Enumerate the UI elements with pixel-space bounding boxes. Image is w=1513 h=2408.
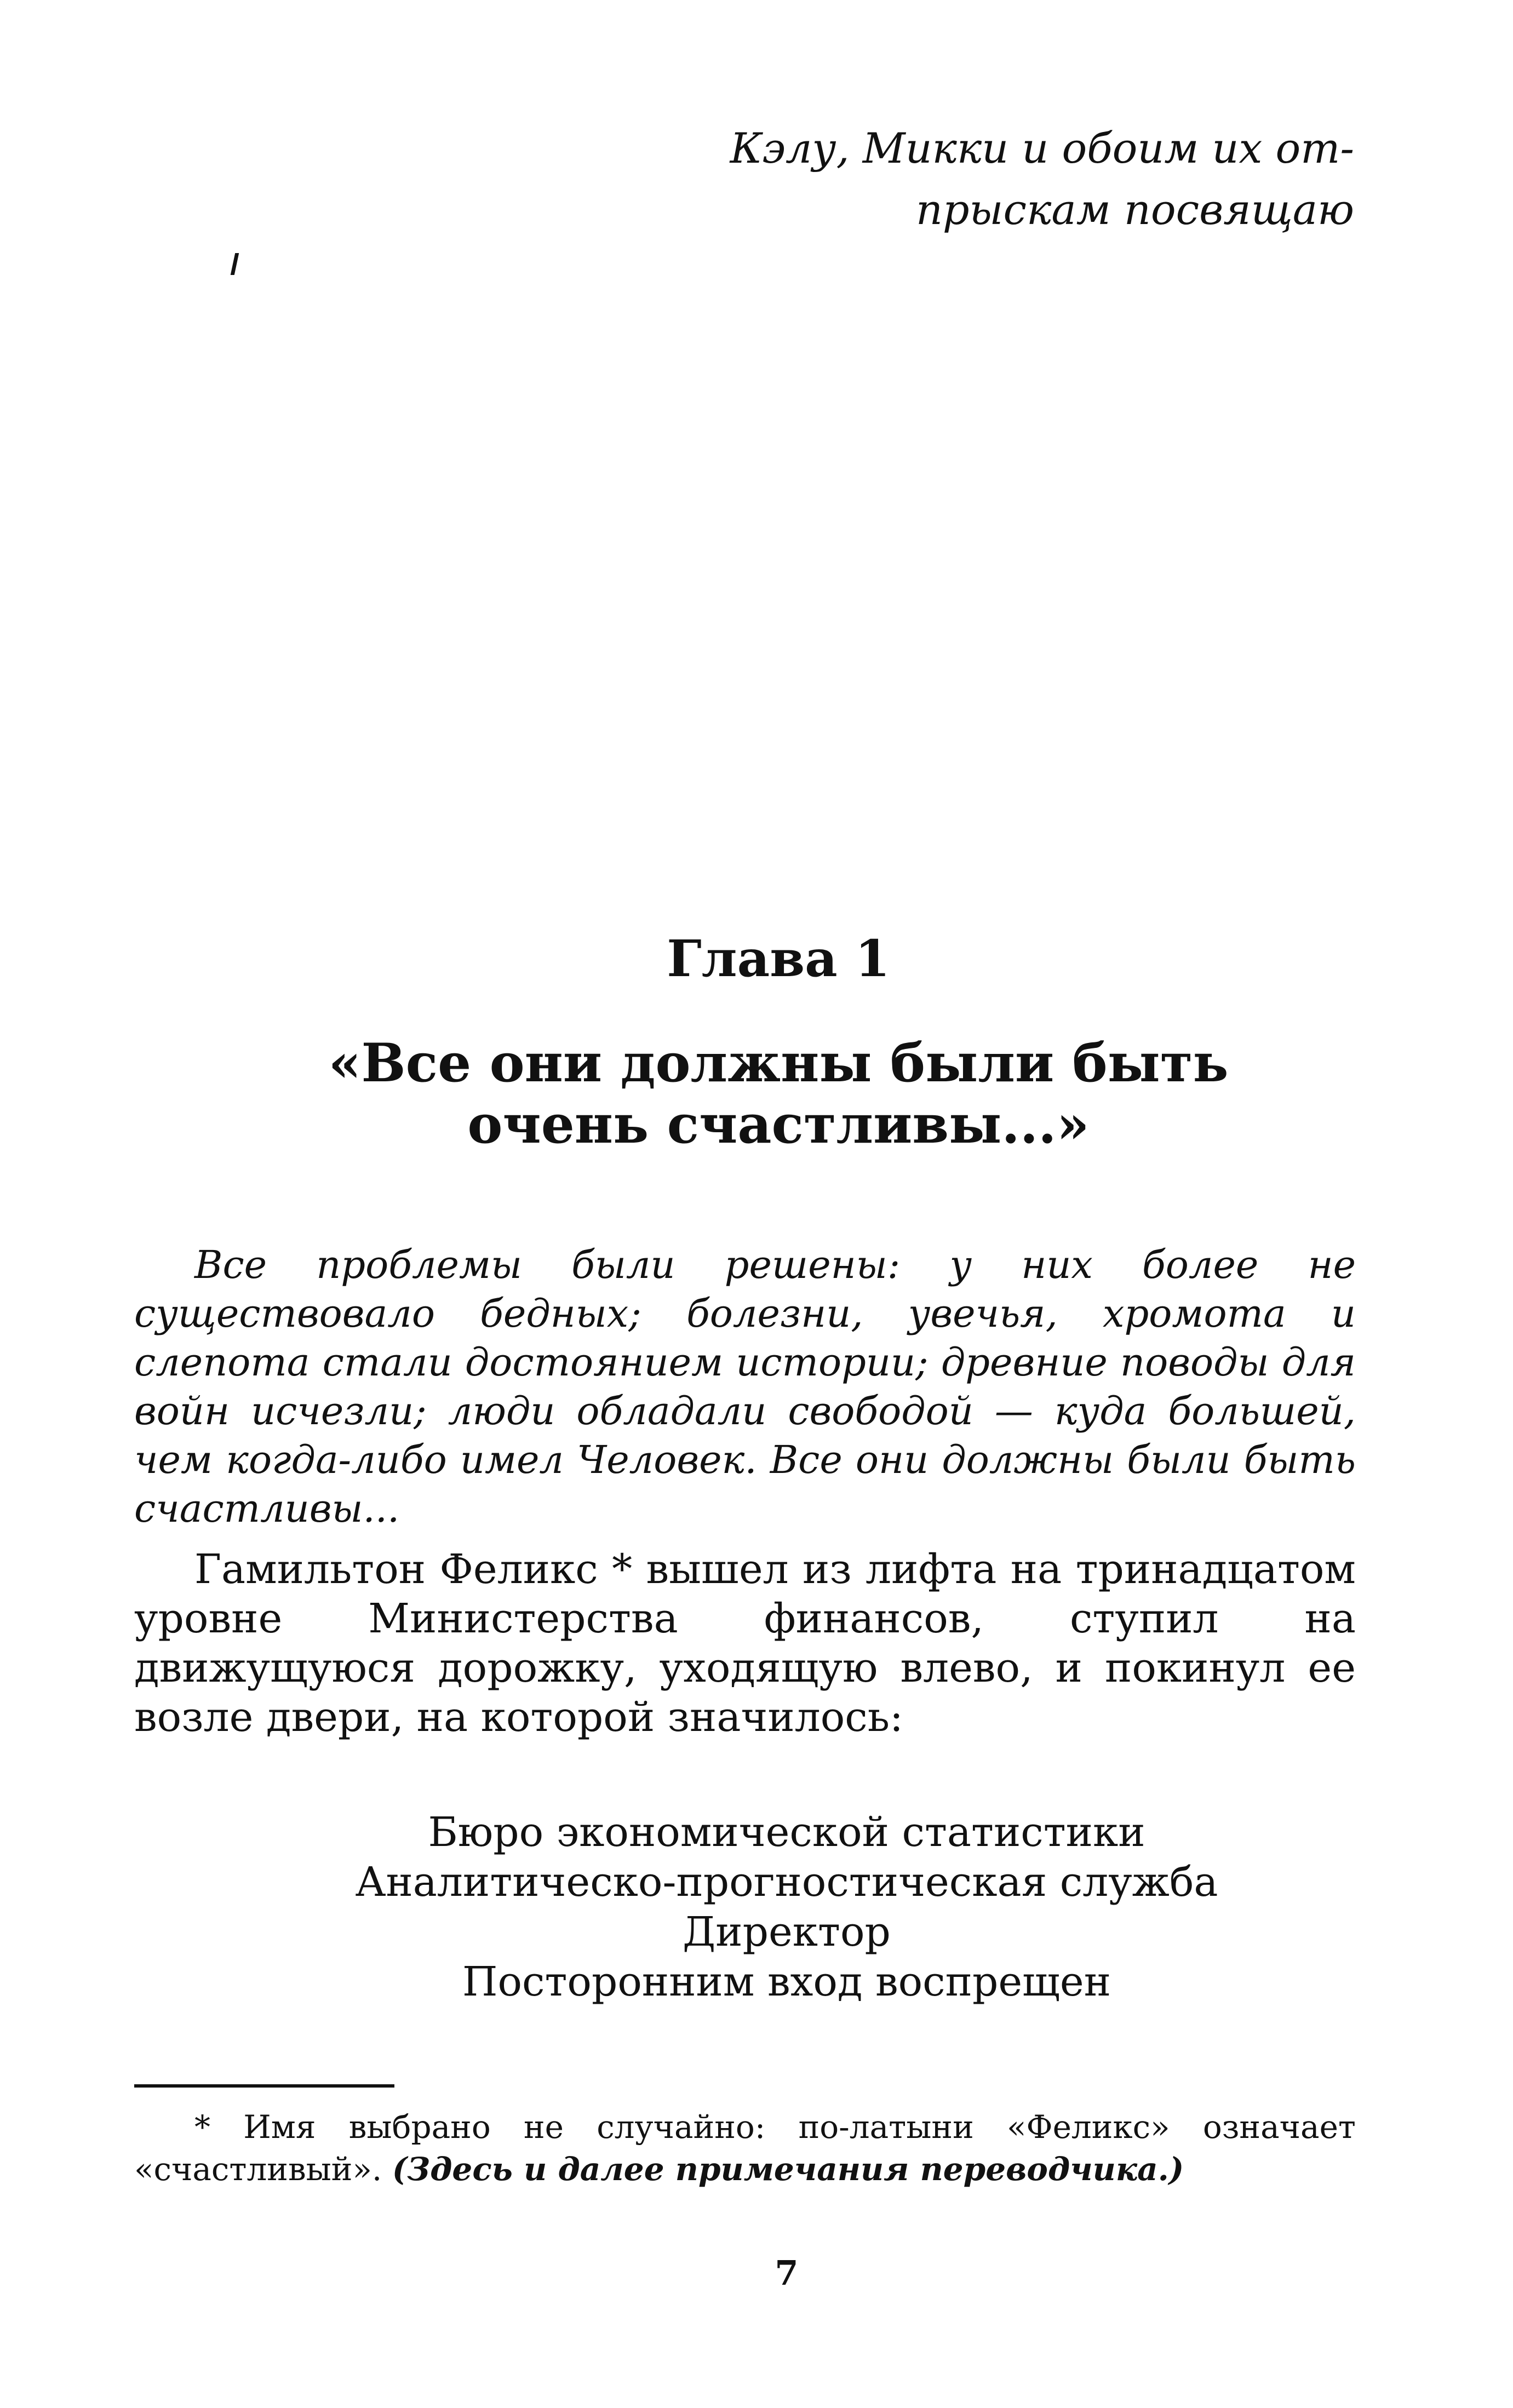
door-sign-line-2: Аналитическо-прогностическая служба: [355, 1859, 1218, 1906]
footnote: [134, 2106, 1356, 2191]
chapter-title-line-2: очень счастливы...»: [467, 1093, 1090, 1155]
epigraph: Все проблемы были решены: у них более не существовало бедных; болезни, увечья, хромота и слепота стали достоянием истории; древние поводы для войн исчезли; люди обладали свободой — куда большей, чем когда-либо имел Человек. Все они должны были быть счастливы...: [134, 1242, 1356, 1531]
body-paragraph: Гамильтон Феликс * вышел из лифта на тринадцатом уровне Министерства финансов, ступил на движущуюся дорожку, уходящую влево, и покинул ее возле двери, на которой значилось:: [134, 1546, 1356, 1741]
footnote-divider: [134, 2084, 394, 2088]
footnote-translator-note: (Здесь и далее примечания переводчика.): [392, 2151, 1184, 2188]
dedication-line-2: прыскам посвящаю: [915, 185, 1354, 234]
chapter-title-line-1: «Все они должны были быть: [328, 1032, 1229, 1094]
door-sign-line-1: Бюро экономической статистики: [428, 1809, 1145, 1856]
door-sign-line-3: Директор: [683, 1908, 891, 1956]
scan-artifact-mark: [231, 253, 239, 275]
chapter-title: [0, 1033, 1513, 1155]
page-number: 7: [775, 2253, 799, 2293]
chapter-number: Глава 1: [667, 929, 890, 988]
door-sign-line-4: Посторонним вход воспрещен: [462, 1958, 1111, 2005]
dedication: [697, 118, 1354, 240]
dedication-line-1: Кэлу, Микки и обоим их от-: [730, 124, 1354, 173]
door-sign: [0, 1808, 1513, 2007]
footnote-text: * Имя выбрано не случайно: по-латыни «Феликс» означает «счастливый».: [134, 2108, 1356, 2188]
